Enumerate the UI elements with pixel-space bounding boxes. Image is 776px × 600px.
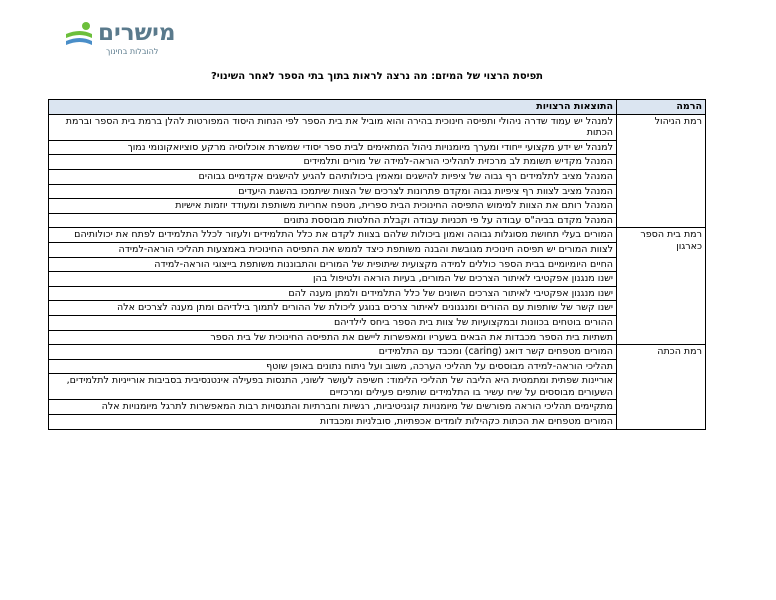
result-cell: תשתיות בית הספר מכבדות את הבאים בשעריו ומאפשרות ליישם את התפיסה החינוכית של בית הספר	[49, 330, 617, 345]
header-level: הרמה	[617, 100, 706, 115]
logo-tagline: להובלות בחינוך	[106, 47, 159, 56]
table-row	[49, 301, 706, 316]
result-cell: המורים בעלי תחושת מסוגלות גבוהה ואמון ביכולות שלהם בצוות לקדם את כלל התלמידים ולעזור לכלל התלמידים לפתח את יכולותיהם	[49, 228, 617, 243]
result-cell: אוריינות שפתית ומתמטית היא הליבה של תהליכי הלימוד: חשיפה לעושר לשוני, התנסות בפעילה אינטנסיבית בסביבות אורייניות לתלמידים, השעורים מבוססים על שיח עשיר בו התלמידים שותפים פעילים ומרכזיים	[49, 374, 617, 400]
brand-logo	[62, 20, 182, 56]
result-cell: תהליכי הוראה-למידה מבוססים על תהליכי הערכה, משוב ועל ניתוח נתונים באופן שוטף	[49, 359, 617, 374]
result-cell: המנהל מקדיש תשומת לב מרכזית לתהליכי הוראה-למידה של מורים ותלמידים	[49, 155, 617, 170]
result-cell: מתקיימים תהליכי הוראה מפורשים של מיומנויות קוגניטיביות, רגשיות וחברתיות והתנסויות רבות המאפשרות לתרגל מיומנויות אלה	[49, 400, 617, 415]
result-cell: המנהל רותם את הצוות למימוש התפיסה החינוכית הבית ספרית, מטפח אחריות משותפת ומעודד יוזמות אישיות	[49, 199, 617, 214]
table-header-row	[49, 100, 706, 115]
level-cell: רמת בית הספר כארגון	[617, 228, 706, 345]
table-row	[49, 184, 706, 199]
result-cell: המורים מטפחים את הכתות כקהילות לומדים אכפתיות, סובלניות ומכבדות	[49, 415, 617, 430]
result-cell: לצוות המורים יש תפיסה חינוכית מגובשת והבנה משותפת כיצד לממש את התפיסה החינוכית באמצעות תהליכי הוראה-למידה	[49, 242, 617, 257]
result-cell: המנהל מציב לצוות רף ציפיות גבוה ומקדם פתרונות לצרכים של הצוות שיתמכו בהשגת היעדים	[49, 184, 617, 199]
result-cell: למנהל יש ידע מקצועי ייחודי ומערך מיומנויות ניהול המתאימים לבית ספר יסודי שמשרת אוכלוסיה מרקע סוציואקונומי נמוך	[49, 140, 617, 155]
results-table	[48, 99, 706, 430]
table-body	[49, 114, 706, 429]
table-row	[49, 272, 706, 287]
result-cell: למנהל יש עמוד שדרה ניהולי ותפיסה חינוכית בהירה והוא מוביל את בית הספר לפי הנחות היסוד המפורטות להלן ברמת בית הספר וברמת הכתות	[49, 114, 617, 140]
table-row	[49, 140, 706, 155]
page-title: תפיסת הרצוי של המיזם: מה נרצה לראות בתוך בתי הספר לאחר השינוי?	[211, 71, 543, 82]
logo-mark-icon	[62, 20, 96, 54]
result-cell: ישנו מנגנון אפקטיבי לאיתור הצרכים השונים של כלל התלמידים ולמתן מענה להם	[49, 286, 617, 301]
table-row	[49, 315, 706, 330]
logo-wordmark: מישרים	[98, 20, 176, 46]
table-row	[49, 345, 706, 360]
result-cell: ישנו קשר של שותפות עם ההורים ומנגנונים לאיתור צרכים בנוגע ליכולת של ההורים לתמוך בילדיהם ומתן מענה לצרכים אלה	[49, 301, 617, 316]
result-cell: החיים היומיומיים בבית הספר כוללים למידה מקצועית שיתופית של המורים והתבוננות משותפת בייצוגי הוראה-למידה	[49, 257, 617, 272]
table-row	[49, 169, 706, 184]
result-cell: המנהל מציב לתלמידים רף גבוה של ציפיות להישגים ומאמין ביכולותיהם להגיע להישגים אקדמיים גבוהים	[49, 169, 617, 184]
table-row	[49, 400, 706, 415]
table-row	[49, 155, 706, 170]
level-cell: רמת הניהול	[617, 114, 706, 228]
table-row	[49, 286, 706, 301]
table-row	[49, 242, 706, 257]
table-row	[49, 415, 706, 430]
result-cell: ההורים בוטחים בכוונות ובמקצועיות של צוות בית הספר ביחס לילדיהם	[49, 315, 617, 330]
table-row	[49, 213, 706, 228]
table-row	[49, 114, 706, 140]
table-row	[49, 199, 706, 214]
table-row	[49, 257, 706, 272]
header-results: התוצאות הרצויות	[49, 100, 617, 115]
table-row	[49, 374, 706, 400]
result-cell: המורים מטפחים קשר דואג (caring) ומכבד עם התלמידים	[49, 345, 617, 360]
result-cell: ישנו מנגנון אפקטיבי לאיתור הצרכים של המורים, בעיות הוראה ולטיפול בהן	[49, 272, 617, 287]
table-row	[49, 359, 706, 374]
result-cell: המנהל מקדם בביה"ס עבודה על פי תכניות עבודה וקבלת החלטות מבוססת נתונים	[49, 213, 617, 228]
level-cell: רמת הכתה	[617, 345, 706, 430]
table-row	[49, 330, 706, 345]
table-row	[49, 228, 706, 243]
